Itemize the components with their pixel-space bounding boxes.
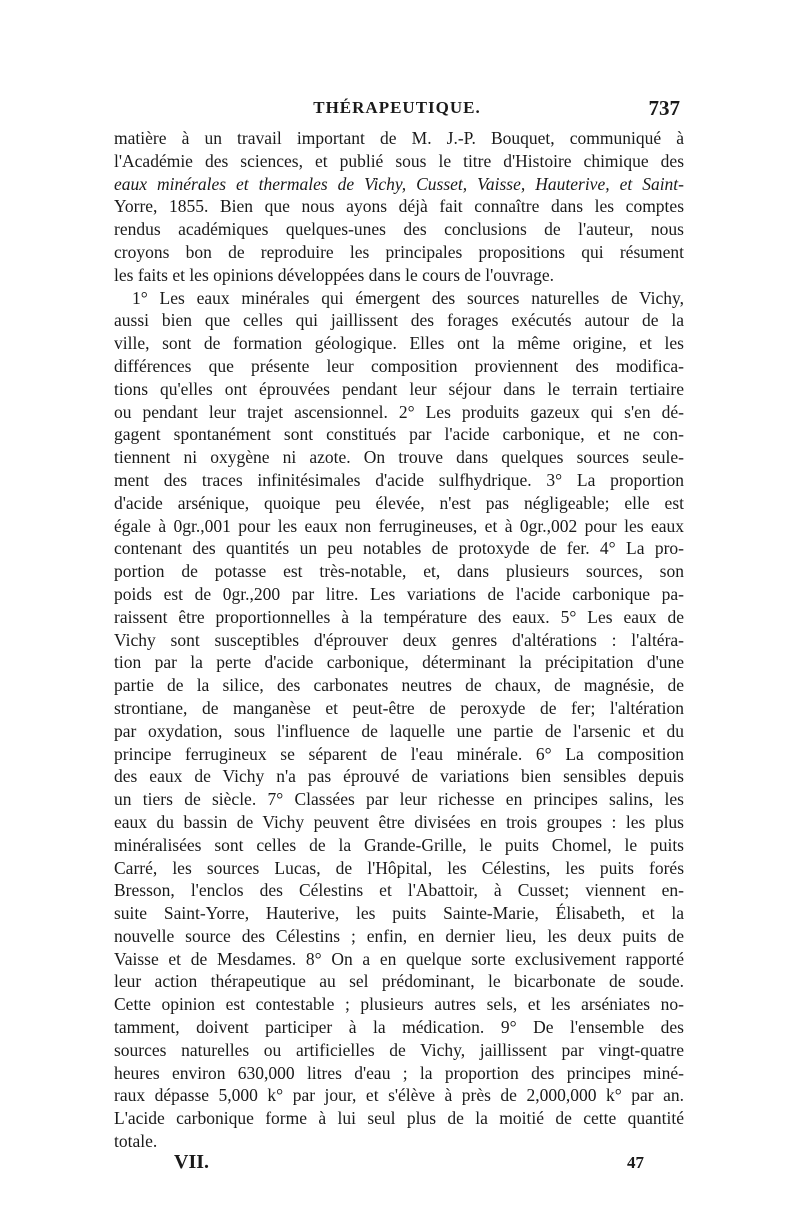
text-line: totale. [114, 1131, 158, 1152]
running-title: THÉRAPEUTIQUE. [313, 98, 481, 117]
text-line: Vichy sont susceptibles d'éprouver deux genres d'altérations : l'altéra- [114, 629, 684, 650]
text-line: des eaux de Vichy n'a pas éprouvé de variations bien sensibles depuis [114, 766, 684, 787]
text-line: aussi bien que celles qui jaillissent des forages exécutés autour de la [114, 310, 684, 331]
text-line: eaux minérales et thermales de Vichy, Cusset, Vaisse, Hauterive, et Saint- [114, 173, 684, 194]
text-line: les faits et les opinions développées dans le cours de l'ouvrage. [114, 264, 555, 285]
text-line: leur action thérapeutique au sel prédominant, le bicarbonate de soude. [114, 971, 684, 992]
text-line: d'acide arsénique, quoique peu élevée, n'est pas négligeable; elle est [114, 492, 684, 513]
text-line: ou pendant leur trajet ascensionnel. 2° Les produits gazeux qui s'en dé- [114, 401, 684, 422]
text-line: tiennent ni oxygène ni azote. On trouve dans quelques sources seule- [114, 447, 684, 468]
text-line: strontiane, de manganèse et peut-être de peroxyde de fer; l'altération [114, 697, 684, 718]
text-line: Carré, les sources Lucas, de l'Hôpital, les Célestins, les puits forés [114, 857, 684, 878]
text-line: ment des traces infinitésimales d'acide sulfhydrique. 3° La proportion [114, 469, 684, 490]
text-line: Yorre, 1855. Bien que nous ayons déjà fait connaître dans les comptes [114, 196, 684, 217]
page-number: 737 [648, 96, 680, 120]
text-line: tion par la perte d'acide carbonique, déterminant la précipitation d'une [114, 652, 684, 673]
text-line: Cette opinion est contestable ; plusieurs autres sels, et les arséniates no- [114, 994, 684, 1015]
text-line: minéralisées sont celles de la Grande-Grille, le puits Chomel, le puits [114, 834, 684, 855]
text-line: croyons bon de reproduire les principales propositions qui résument [114, 241, 684, 262]
signature-number: 47 [627, 1153, 644, 1172]
text-line: gagent spontanément sont constitués par l'acide carbonique, et ne con- [114, 424, 684, 445]
text-line: sources naturelles ou artificielles de Vichy, jaillissent par vingt-quatre [114, 1039, 684, 1060]
text-line: égale à 0gr.,001 pour les eaux non ferrugineuses, et à 0gr.,002 pour les eaux [114, 515, 684, 536]
text-line: ville, sont de formation géologique. Elles ont la même origine, et les [114, 333, 684, 354]
text-line: différences que présente leur composition proviennent des modifica- [114, 355, 684, 376]
text-line: par oxydation, sous l'influence de laquelle une partie de l'arsenic et du [114, 720, 684, 741]
text-line: eaux du bassin de Vichy peuvent être divisées en trois groupes : les plus [114, 811, 684, 832]
text-line: matière à un travail important de M. J.-P. Bouquet, communiqué à [114, 128, 684, 148]
text-line: un tiers de siècle. 7° Classées par leur richesse en principes salins, les [114, 789, 684, 810]
text-line: Bresson, l'enclos des Célestins et l'Abattoir, à Cusset; viennent en- [114, 880, 684, 901]
text-line: portion de potasse est très-notable, et, dans plusieurs sources, son [114, 561, 684, 582]
text-line: Vaisse et de Mesdames. 8° On a en quelque sorte exclusivement rapporté [114, 948, 684, 969]
text-line: L'acide carbonique forme à lui seul plus de la moitié de cette quantité [114, 1108, 684, 1129]
signature-volume: VII. [174, 1151, 210, 1173]
text-line: tamment, doivent participer à la médication. 9° De l'ensemble des [114, 1017, 684, 1038]
text-line: raissent être proportionnelles à la température des eaux. 5° Les eaux de [114, 606, 684, 627]
text-line: nouvelle source des Célestins ; enfin, en dernier lieu, les deux puits de [114, 925, 684, 946]
body-text [114, 127, 684, 1153]
text-line: principe ferrugineux se séparent de l'eau minérale. 6° La composition [114, 743, 684, 764]
text-line: suite Saint-Yorre, Hauterive, les puits Sainte-Marie, Élisabeth, et la [114, 903, 684, 924]
text-line: raux dépasse 5,000 k° par jour, et s'élève à près de 2,000,000 k° par an. [114, 1085, 684, 1106]
text-line: partie de la silice, des carbonates neutres de chaux, de magnésie, de [114, 675, 684, 696]
text-line: poids est de 0gr.,200 par litre. Les variations de l'acide carbonique pa- [114, 583, 684, 604]
text-line: contenant des quantités un peu notables de protoxyde de fer. 4° La pro- [114, 538, 684, 559]
text-line: tions qu'elles ont éprouvées pendant leur séjour dans le terrain tertiaire [114, 378, 684, 399]
text-line: rendus académiques quelques-unes des conclusions de l'auteur, nous [114, 219, 684, 240]
text-line: l'Académie des sciences, et publié sous le titre d'Histoire chimique des [114, 150, 684, 171]
text-line: 1° Les eaux minérales qui émergent des sources naturelles de Vichy, [132, 287, 684, 308]
text-line: heures environ 630,000 litres d'eau ; la proportion des principes miné- [114, 1062, 684, 1083]
running-head [114, 96, 680, 122]
printer-signature [174, 1151, 644, 1181]
